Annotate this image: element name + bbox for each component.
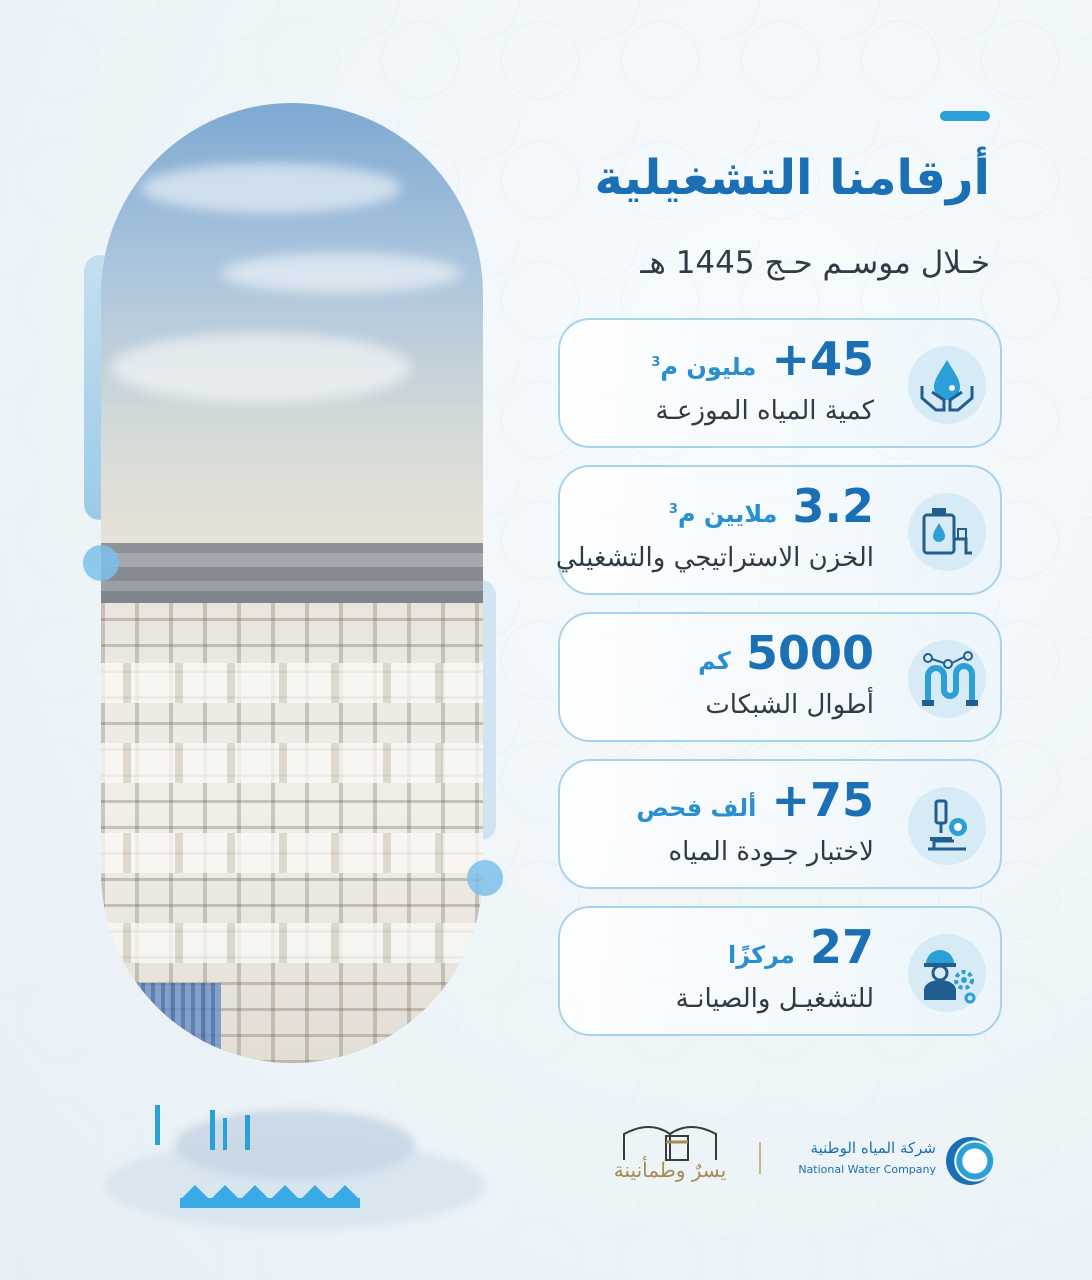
logo-divider [759, 1142, 761, 1174]
stat-unit: مركزًا [727, 941, 795, 969]
stat-card-network-length [558, 612, 1002, 742]
stat-description: لاختبار جـودة المياه [668, 837, 874, 867]
stat-unit: كم [698, 647, 731, 675]
page-title: أرقامنا التشغيلية [594, 150, 990, 206]
stat-value: 45+ [771, 332, 874, 386]
stat-value: 3.2 [792, 479, 874, 533]
stat-description: أطوال الشبكات [705, 690, 874, 720]
stat-value: 5000 [745, 626, 874, 680]
stat-value: 27 [809, 920, 874, 974]
stat-description: الخزن الاستراتيجي والتشغيلي [555, 543, 874, 573]
stat-description: للتشغيـل والصيانـة [675, 984, 874, 1014]
water-tank-icon [908, 493, 986, 571]
footer-mountain-illustration [95, 1100, 505, 1240]
stat-card-strategic-storage [555, 465, 1002, 595]
page-subtitle: خـلال موسـم حـج 1445 هـ [640, 245, 990, 281]
stat-card-water-distributed [558, 318, 1002, 448]
national-water-company-logo [796, 1135, 996, 1189]
stat-card-quality-tests [558, 759, 1002, 889]
stat-card-service-centers [558, 906, 1002, 1036]
decorative-dot [83, 545, 119, 581]
engineer-gear-icon [908, 934, 986, 1012]
nwc-name-english: National Water Company [798, 1163, 936, 1176]
stat-value: 75+ [771, 773, 874, 827]
mina-tents-photo [101, 103, 483, 1063]
stat-description: كمية المياه الموزعـة [655, 396, 874, 426]
stat-unit: مليون م$^3$ [651, 353, 757, 381]
campaign-logo-text: يسرٌ وطمأنينة [613, 1158, 727, 1182]
pipe-network-icon [908, 640, 986, 718]
nwc-emblem-icon [946, 1137, 994, 1185]
microscope-icon [908, 787, 986, 865]
stat-unit: ملايين م$^3$ [668, 500, 778, 528]
campaign-logo [610, 1120, 730, 1192]
water-drop-hands-icon [908, 346, 986, 424]
nwc-name-arabic: شركة المياه الوطنية [810, 1139, 936, 1157]
decorative-dot [467, 860, 503, 896]
title-accent-bar [940, 111, 990, 121]
stat-unit: ألف فحص [636, 794, 757, 822]
